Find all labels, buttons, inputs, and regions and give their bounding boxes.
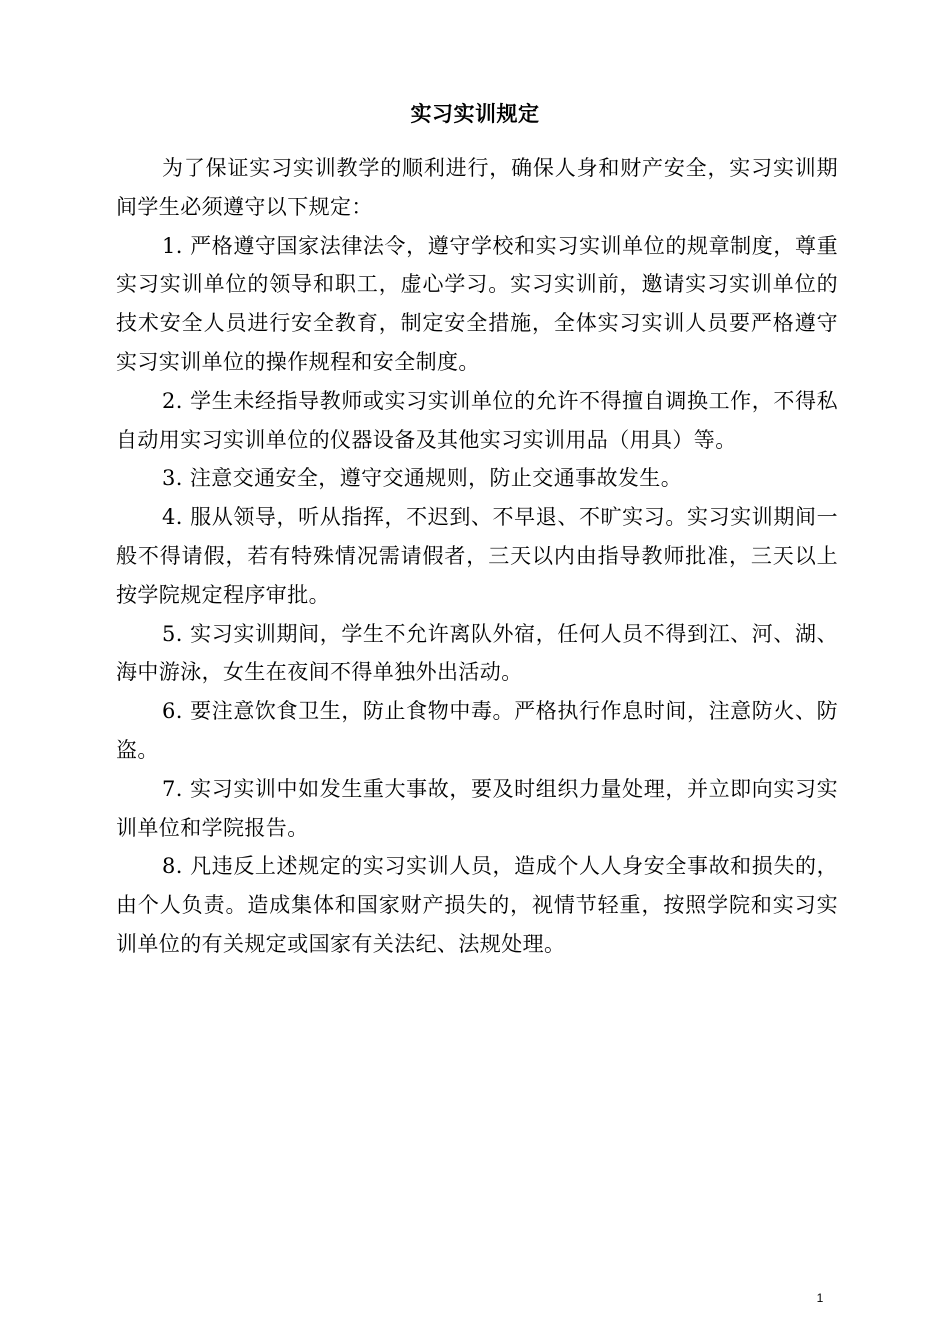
document-title: 实习实训规定 — [410, 102, 540, 126]
document-body — [116, 149, 838, 964]
rule-6-paragraph: 6. 要注意饮食卫生，防止食物中毒。严格执行作息时间，注意防火、防盗。 — [116, 699, 838, 762]
rule-3-paragraph: 3. 注意交通安全，遵守交通规则，防止交通事故发生。 — [162, 466, 683, 491]
rule-5-paragraph: 5. 实习实训期间，学生不允许离队外宿，任何人员不得到江、河、湖、海中游泳，女生在夜间不得单独外出活动。 — [116, 621, 838, 685]
rule-4-paragraph: 4. 服从领导，听从指挥，不迟到、不早退、不旷实习。实习实训期间一般不得请假，若有特殊情况需请假者，三天以内由指导教师批准，三天以上按学院规定程序审批。 — [116, 505, 838, 607]
intro-paragraph: 为了保证实习实训教学的顺利进行，确保人身和财产安全，实习实训期间学生必须遵守以下规定： — [116, 156, 838, 219]
rule-8-paragraph: 8. 凡违反上述规定的实习实训人员，造成个人人身安全事故和损失的，由个人负责。造成集体和国家财产损失的，视情节轻重，按照学院和实习实训单位的有关规定或国家有关法纪、法规处理。 — [116, 854, 838, 956]
rule-2-paragraph: 2. 学生未经指导教师或实习实训单位的允许不得擅自调换工作，不得私自动用实习实训单位的仪器设备及其他实习实训用品（用具）等。 — [116, 388, 838, 452]
rule-7-paragraph: 7. 实习实训中如发生重大事故，要及时组织力量处理，并立即向实习实训单位和学院报告。 — [116, 776, 838, 840]
rule-1-paragraph: 1. 严格遵守国家法律法令，遵守学校和实习实训单位的规章制度，尊重实习实训单位的领导和职工，虚心学习。实习实训前，邀请实习实训单位的技术安全人员进行安全教育，制定安全措施，全体实习实训人员要严格遵守实习实训单位的操作规程和安全制度。 — [116, 233, 838, 374]
page-number: 1 — [816, 1291, 824, 1305]
